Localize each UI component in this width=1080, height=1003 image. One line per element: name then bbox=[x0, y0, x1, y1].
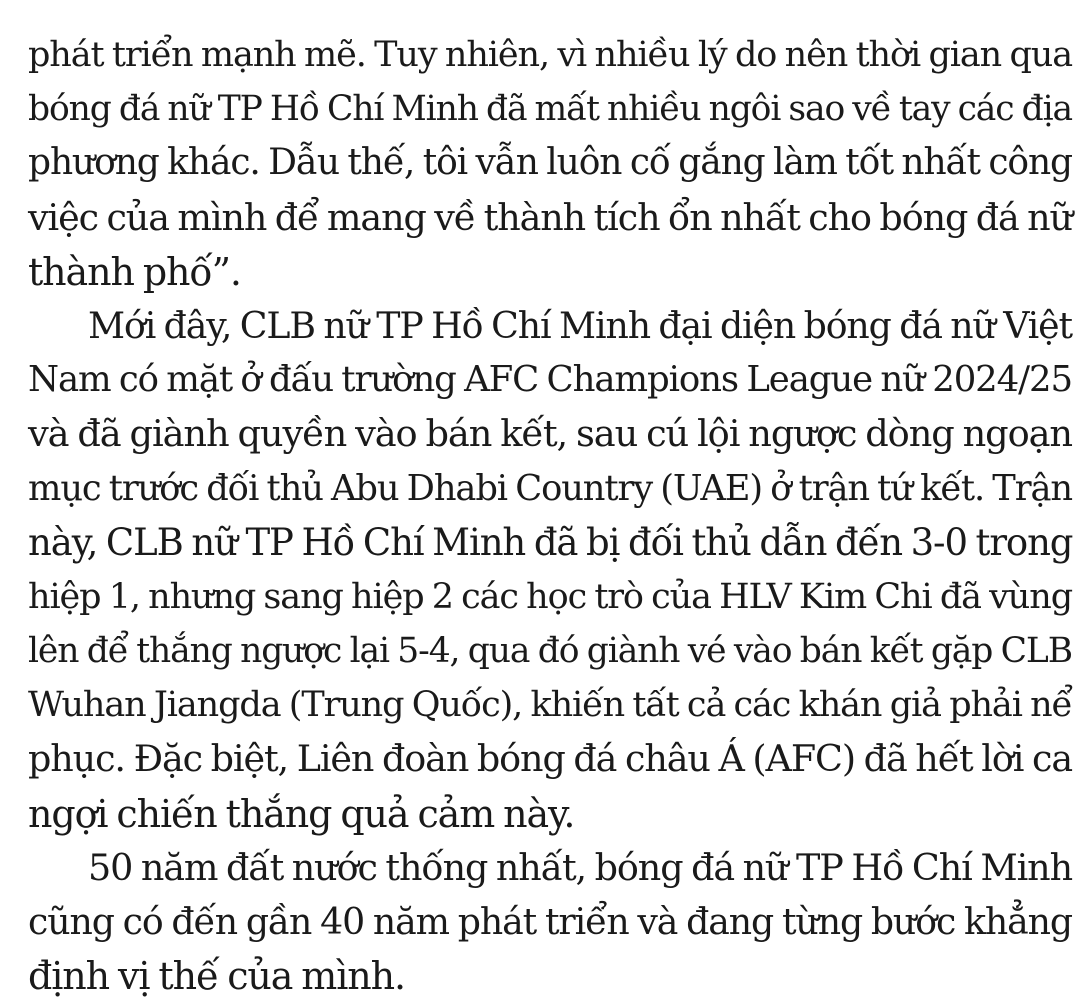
article-line: ngợi chiến thắng quả cảm này. bbox=[28, 791, 575, 836]
article-line: cũng có đến gần 40 năm phát triển và đang từng bước khẳng bbox=[28, 900, 1072, 943]
article-line: và đã giành quyền vào bán kết, sau cú lội ngược dòng ngoạn bbox=[28, 412, 1072, 456]
article-line: 50 năm đất nước thống nhất, bóng đá nữ TP Hồ Chí Minh bbox=[88, 845, 1072, 889]
article-line: Nam có mặt ở đấu trường AFC Champions League nữ 2024/25 bbox=[28, 359, 1072, 401]
article-line: thành phố”. bbox=[28, 249, 241, 294]
article-line: Wuhan Jiangda (Trung Quốc), khiến tất cả các khán giả phải nể bbox=[28, 685, 1072, 726]
article-line: hiệp 1, nhưng sang hiệp 2 các học trò của HLV Kim Chi đã vùng bbox=[28, 576, 1072, 617]
article-line: này, CLB nữ TP Hồ Chí Minh đã bị đối thủ dẫn đến 3-0 trong bbox=[28, 520, 1073, 564]
article-line: phương khác. Dẫu thế, tôi vẫn luôn cố gắng làm tốt nhất công bbox=[28, 142, 1072, 184]
article-line: phục. Đặc biệt, Liên đoàn bóng đá châu Á (AFC) đã hết lời ca bbox=[28, 737, 1072, 781]
article-line: bóng đá nữ TP Hồ Chí Minh đã mất nhiều ngôi sao về tay các địa bbox=[28, 89, 1072, 130]
article-line: mục trước đối thủ Abu Dhabi Country (UAE) ở trận tứ kết. Trận bbox=[28, 467, 1072, 509]
article-line: định vị thế của mình. bbox=[28, 954, 406, 999]
article-body bbox=[28, 28, 1072, 1003]
article-line: Mới đây, CLB nữ TP Hồ Chí Minh đại diện bóng đá nữ Việt bbox=[88, 303, 1072, 347]
article-line: phát triển mạnh mẽ. Tuy nhiên, vì nhiều lý do nên thời gian qua bbox=[28, 35, 1072, 75]
article-line: việc của mình để mang về thành tích ổn nhất cho bóng đá nữ bbox=[28, 195, 1072, 239]
article-line: lên để thắng ngược lại 5-4, qua đó giành vé vào bán kết gặp CLB bbox=[28, 631, 1072, 672]
